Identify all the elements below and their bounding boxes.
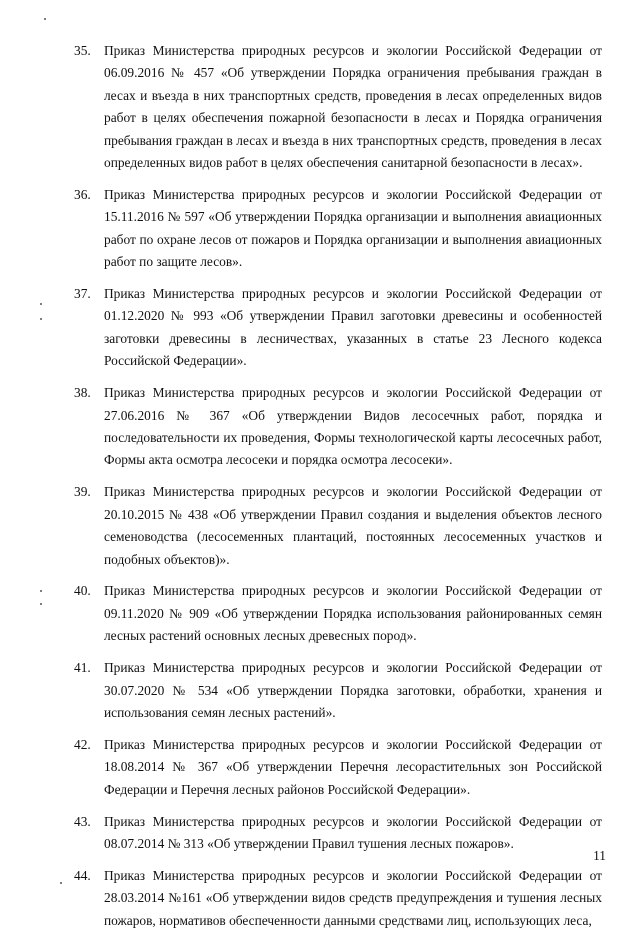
item-text: Приказ Министерства природных ресурсов и экологии Российской Федерации от 01.12.2020 № 993 «Об утверждении Правил заготовки древесины и особенностей заготовки древесины в лесничествах, указанных в статье 23 Лесного кодекса Российской Федерации». [104, 286, 602, 369]
item-text: Приказ Министерства природных ресурсов и экологии Российской Федерации от 20.10.2015 № 438 «Об утверждении Правил создания и выделения объектов лесного семеноводства (лесосеменных плантаций, постоянных лесосеменных участков и подобных объектов)». [104, 484, 602, 567]
list-item [74, 184, 602, 274]
page-number: 11 [593, 848, 606, 863]
item-number: 36. [74, 186, 91, 202]
list-item [74, 865, 602, 932]
item-number: 42. [74, 736, 91, 752]
item-number: 44. [74, 867, 91, 883]
list-item [74, 382, 602, 472]
item-text: Приказ Министерства природных ресурсов и экологии Российской Федерации от 30.07.2020 № 534 «Об утверждении Порядка заготовки, обработки, хранения и использования семян лесных растений». [104, 660, 602, 720]
list-item [74, 734, 602, 801]
item-text: Приказ Министерства природных ресурсов и экологии Российской Федерации от 09.11.2020 № 909 «Об утверждении Порядка использования районированных семян лесных растений основных лесных древесных пород». [104, 583, 602, 644]
list-item [74, 40, 602, 174]
list-item [74, 811, 602, 856]
item-text: Приказ Министерства природных ресурсов и экологии Российской Федерации от 08.07.2014 № 313 «Об утверждении Правил тушения лесных пожаров». [104, 813, 602, 851]
item-text: Приказ Министерства природных ресурсов и экологии Российской Федерации от 28.03.2014 №161 «Об утверждении видов средств предупреждения и тушения лесных пожаров, нормативов обеспеченности данными средствами лиц, использующих леса, [104, 867, 602, 928]
list-item [74, 580, 602, 647]
item-text: Приказ Министерства природных ресурсов и экологии Российской Федерации от 27.06.2016 № 367 «Об утверждении Видов лесосечных работ, порядка и последовательности их проведения, Формы технологической карты лесосечных работ, Формы акта осмотра лесосеки и порядка осмотра лесосеки». [104, 385, 602, 468]
item-number: 41. [74, 660, 91, 676]
list-item [74, 481, 602, 571]
scan-speck [40, 603, 42, 605]
list-item [74, 283, 602, 373]
numbered-list [74, 40, 602, 942]
item-number: 43. [74, 813, 91, 829]
scan-speck [60, 882, 62, 884]
item-number: 40. [74, 583, 91, 599]
item-text: Приказ Министерства природных ресурсов и экологии Российской Федерации от 06.09.2016 № 457 «Об утверждении Порядка ограничения пребывания граждан в лесах и въезда в них транспортных средств, проведения в лесах определенных видов работ в целях обеспечения пожарной безопасности в лесах и Порядка ограничения пребывания граждан в лесах и въезда в них транспортных средств, проведения в лесах определенных видов работ в целях обеспечения санитарной безопасности в лесах». [104, 43, 602, 171]
scan-speck [40, 303, 42, 305]
item-number: 39. [74, 484, 91, 500]
scan-speck [40, 590, 42, 592]
scan-speck [44, 18, 46, 20]
item-number: 37. [74, 286, 91, 302]
item-number: 38. [74, 385, 91, 401]
list-item [74, 657, 602, 724]
item-text: Приказ Министерства природных ресурсов и экологии Российской Федерации от 15.11.2016 № 597 «Об утверждении Порядка организации и выполнения авиационных работ по охране лесов от пожаров и Порядка организации и выполнения авиационных работ по защите лесов». [104, 186, 602, 270]
item-number: 35. [74, 43, 91, 58]
scan-speck [40, 318, 42, 320]
item-text: Приказ Министерства природных ресурсов и экологии Российской Федерации от 18.08.2014 № 367 «Об утверждении Перечня лесорастительных зон Российской Федерации и Перечня лесных районов Российской Федерации». [104, 736, 602, 797]
